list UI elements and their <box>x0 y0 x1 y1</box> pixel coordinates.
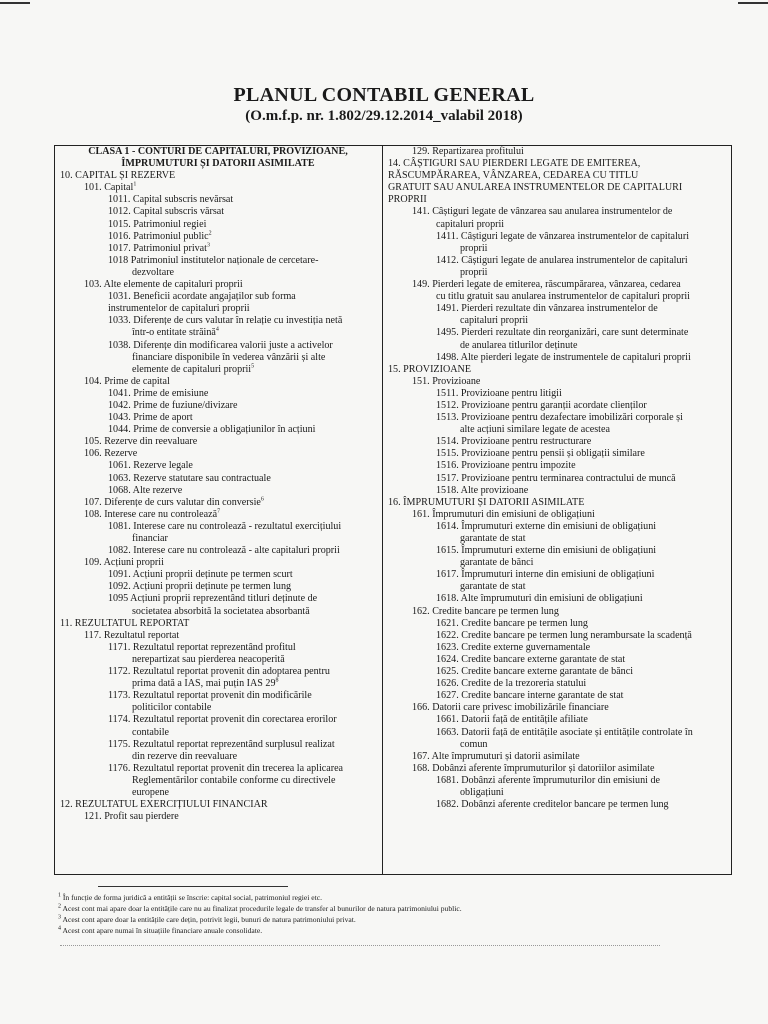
account-text: 1044. Prime de conversie a obligațiunilor în acțiuni <box>108 424 316 436</box>
left-account-line <box>58 412 378 424</box>
account-text: 1515. Provizioane pentru pensii și obligații similare <box>436 448 645 460</box>
account-text: 1015. Patrimoniul regiei <box>108 218 207 230</box>
left-account-line <box>58 158 378 170</box>
account-text: financiare disponibile în vederea vânzării și alte <box>132 351 326 363</box>
left-account-line <box>58 521 378 533</box>
account-text: 1173. Rezultatul reportat provenit din modificările <box>108 690 312 702</box>
left-account-line <box>58 630 378 642</box>
footnote-ref: 4 <box>215 327 219 334</box>
footnote <box>58 903 738 914</box>
account-text: nerepartizat sau pierderea neacoperită <box>132 653 285 665</box>
document-subtitle: (O.m.f.p. nr. 1.802/29.12.2014_valabil 2018) <box>245 108 523 124</box>
account-text: 1498. Alte pierderi legate de instrumentele de capitaluri proprii <box>436 351 691 363</box>
account-text: societatea absorbită la societatea absorbantă <box>132 605 310 617</box>
account-text: 12. REZULTATUL EXERCIȚIULUI FINANCIAR <box>60 799 268 811</box>
left-account-line <box>58 811 378 823</box>
account-text: prima dată a IAS, mai puțin IAS 29 <box>132 678 276 690</box>
left-account-line <box>58 460 378 472</box>
account-text: de anularea titlurilor deținute <box>460 339 578 351</box>
account-text: garantate de bănci <box>460 557 534 569</box>
account-text: financiar <box>132 533 168 544</box>
left-account-line <box>58 751 378 763</box>
right-account-line <box>386 291 728 303</box>
account-text: contabile <box>132 726 169 738</box>
account-text: 103. Alte elemente de capitaluri proprii <box>84 279 243 291</box>
account-text: 1082. Interese care nu controlează - alte capitaluri proprii <box>108 545 340 557</box>
account-text: 1663. Datorii față de entitățile asociate și entitățile controlate în <box>436 726 693 738</box>
account-text: 1626. Credite de la trezoreria statului <box>436 678 587 690</box>
account-text: 1517. Provizioane pentru terminarea contractului de muncă <box>436 472 676 484</box>
account-text: 1033. Diferențe de curs valutar în relație cu investiția netă <box>108 315 343 327</box>
left-account-line <box>58 654 378 666</box>
right-account-line <box>386 485 728 497</box>
account-text: 1038. Diferențe din modificarea valorii juste a activelor <box>108 339 333 351</box>
account-text: alte acțiuni similare legate de acestea <box>460 424 610 436</box>
left-account-line <box>58 581 378 593</box>
account-text: 1625. Credite bancare externe garantate de bănci <box>436 666 634 678</box>
right-account-line <box>386 727 728 739</box>
left-account-line <box>58 497 378 509</box>
right-account-line <box>386 751 728 763</box>
footnote-ref: 1 <box>133 181 137 188</box>
right-account-line <box>386 606 728 618</box>
left-account-line <box>58 702 378 714</box>
account-text: 117. Rezultatul reportat <box>84 629 180 641</box>
account-text: 168. Dobânzi aferente împrumuturilor și datoriilor asimilate <box>412 762 655 774</box>
account-text: 1068. Alte rezerve <box>108 484 183 496</box>
right-account-line <box>386 714 728 726</box>
account-text: 1031. Beneficii acordate angajaților sub forma <box>108 291 296 303</box>
account-text: 1614. Împrumuturi externe din emisiuni de obligațiuni <box>436 520 657 532</box>
right-account-line <box>386 678 728 690</box>
right-account-line <box>386 255 728 267</box>
account-text: 104. Prime de capital <box>84 375 170 387</box>
account-text: 1081. Interese care nu controlează - rezultatul exercițiului <box>108 520 342 532</box>
account-text: ÎMPRUMUTURI ȘI DATORII ASIMILATE <box>121 158 315 170</box>
footnotes <box>58 892 738 936</box>
left-account-line <box>58 219 378 231</box>
account-text: 167. Alte împrumuturi și datorii asimilate <box>412 750 580 762</box>
footnote-text: Acest cont apare doar la entitățile care dețin, potrivit legii, bunuri de natura patrimoniului privat. <box>62 915 356 924</box>
left-account-line <box>58 170 378 182</box>
left-account-line <box>58 267 378 279</box>
right-account-line <box>386 545 728 557</box>
right-account-line <box>386 473 728 485</box>
left-account-line <box>58 678 378 690</box>
account-text: 1175. Rezultatul reportat reprezentând surplusul realizat <box>108 738 335 750</box>
right-account-line <box>386 799 728 811</box>
account-text: PROPRII <box>388 194 427 206</box>
account-text: 1495. Pierderi rezultate din reorganizări, care sunt determinate <box>436 327 689 339</box>
account-text: obligațiuni <box>460 786 504 798</box>
account-text: 1095 Acțiuni proprii reprezentând titluri deținute de <box>108 593 318 605</box>
account-text: capitaluri proprii <box>436 218 505 230</box>
left-account-line <box>58 787 378 799</box>
right-account-line <box>386 182 728 194</box>
right-account-line <box>386 460 728 472</box>
account-text: 1512. Provizioane pentru garanții acordate clienților <box>436 399 647 411</box>
right-account-line <box>386 231 728 243</box>
account-text: 1017. Patrimoniul privat <box>108 242 207 254</box>
account-text: 108. Interese care nu controlează <box>84 508 218 520</box>
left-account-line <box>58 364 378 376</box>
account-text: 1172. Rezultatul reportat provenit din adoptarea pentru <box>108 666 330 678</box>
footnote <box>58 892 738 903</box>
left-account-line <box>58 400 378 412</box>
footnote-rule <box>98 886 288 887</box>
account-text: într-o entitate străină <box>132 327 216 339</box>
footnote <box>58 914 738 925</box>
right-account-line <box>386 388 728 400</box>
account-text: 1511. Provizioane pentru litigii <box>436 387 562 399</box>
account-text: dezvoltare <box>132 266 175 278</box>
footnote-number: 1 <box>58 892 61 899</box>
left-account-line <box>58 206 378 218</box>
right-account-line <box>386 303 728 315</box>
left-account-line <box>58 436 378 448</box>
scan-corner-mark-right <box>738 2 768 10</box>
left-account-line <box>58 327 378 339</box>
account-text: garantate de stat <box>460 533 526 544</box>
account-text: 10. CAPITAL ȘI REZERVE <box>60 170 176 182</box>
right-account-line <box>386 509 728 521</box>
right-account-line <box>386 327 728 339</box>
account-text: 1618. Alte împrumuturi din emisiuni de obligațiuni <box>436 593 643 605</box>
account-text: 162. Credite bancare pe termen lung <box>412 605 559 617</box>
right-account-line <box>386 146 728 158</box>
column-divider <box>382 145 383 875</box>
account-text: 14. CÂȘTIGURI SAU PIERDERI LEGATE DE EMITEREA, <box>388 158 641 170</box>
account-text: RĂSCUMPĂRAREA, VÂNZAREA, CEDAREA CU TITLU <box>388 170 639 182</box>
left-account-line <box>58 340 378 352</box>
left-account-line <box>58 714 378 726</box>
scan-bottom-line <box>60 945 660 946</box>
left-account-line <box>58 557 378 569</box>
right-account-line <box>386 521 728 533</box>
account-text: 1513. Provizioane pentru dezafectare imobilizări corporale și <box>436 412 683 424</box>
account-text: 1171. Rezultatul reportat reprezentând profitul <box>108 641 296 653</box>
scan-corner-mark-left <box>0 2 30 10</box>
right-account-line <box>386 267 728 279</box>
account-text: 1016. Patrimoniul public <box>108 230 209 242</box>
right-account-line <box>386 219 728 231</box>
account-text: garantate de stat <box>460 581 526 593</box>
left-account-line <box>58 690 378 702</box>
left-account-line <box>58 545 378 557</box>
account-text: 1174. Rezultatul reportat provenit din corectarea erorilor <box>108 714 337 726</box>
left-account-line <box>58 775 378 787</box>
account-text: din rezerve din reevaluare <box>132 750 238 762</box>
left-account-line <box>58 569 378 581</box>
footnote-ref: 6 <box>260 496 264 503</box>
account-text: 161. Împrumuturi din emisiuni de obligațiuni <box>412 508 595 520</box>
footnote-ref: 5 <box>251 363 255 370</box>
account-text: 1615. Împrumuturi externe din emisiuni de obligațiuni <box>436 545 657 557</box>
right-account-line <box>386 593 728 605</box>
right-account-line <box>386 739 728 751</box>
left-account-line <box>58 593 378 605</box>
right-account-line <box>386 654 728 666</box>
left-account-line <box>58 255 378 267</box>
right-account-line <box>386 763 728 775</box>
left-account-line <box>58 739 378 751</box>
account-text: 1412. Câștiguri legate de anularea instrumentelor de capitaluri <box>436 254 688 266</box>
footnote-ref: 3 <box>206 242 210 249</box>
document-title: PLANUL CONTABIL GENERAL <box>233 84 535 106</box>
account-text: 1042. Prime de fuziune/divizare <box>108 399 238 411</box>
footnote <box>58 925 738 936</box>
account-text: 1063. Rezerve statutare sau contractuale <box>108 472 271 484</box>
account-text: 106. Rezerve <box>84 448 138 460</box>
left-account-line <box>58 727 378 739</box>
right-account-line <box>386 340 728 352</box>
left-column <box>58 146 378 823</box>
left-account-line <box>58 509 378 521</box>
right-account-line <box>386 400 728 412</box>
left-account-line <box>58 448 378 460</box>
account-text: 1681. Dobânzi aferente împrumuturilor din emisiuni de <box>436 774 660 786</box>
left-account-line <box>58 376 378 388</box>
right-account-line <box>386 412 728 424</box>
footnote-text: Acest cont mai apare doar la entitățile care nu au finalizat procedurile legale de transfer al bunurilor de natura patrimoniului public. <box>62 904 462 913</box>
footnote-number: 4 <box>58 925 61 932</box>
account-text: 149. Pierderi legate de emiterea, răscumpărarea, vânzarea, cedarea <box>412 279 681 291</box>
right-account-line <box>386 279 728 291</box>
account-text: 1041. Prime de emisiune <box>108 387 209 399</box>
footnote-text: În funcție de forma juridică a entității se înscrie: capital social, patrimoniul regiei etc. <box>62 893 323 902</box>
right-account-line <box>386 436 728 448</box>
right-account-line <box>386 376 728 388</box>
account-text: 1617. Împrumuturi interne din emisiuni de obligațiuni <box>436 569 655 581</box>
right-account-line <box>386 702 728 714</box>
account-text: GRATUIT SAU ANULAREA INSTRUMENTELOR DE CAPITALURI <box>388 182 683 194</box>
account-text: Reglementărilor contabile conforme cu directivele <box>132 774 336 786</box>
account-text: 1092. Acțiuni proprii deținute pe termen lung <box>108 581 292 593</box>
left-account-line <box>58 231 378 243</box>
right-account-line <box>386 424 728 436</box>
account-text: 129. Repartizarea profitului <box>412 146 524 157</box>
left-account-line <box>58 303 378 315</box>
account-text: 1176. Rezultatul reportat provenit din trecerea la aplicarea <box>108 762 344 774</box>
right-account-line <box>386 666 728 678</box>
account-text: 16. ÎMPRUMUTURI ȘI DATORII ASIMILATE <box>388 496 585 508</box>
account-text: 121. Profit sau pierdere <box>84 811 179 823</box>
right-account-line <box>386 315 728 327</box>
account-text: 151. Provizioane <box>412 375 481 387</box>
right-account-line <box>386 497 728 509</box>
account-text: capitaluri proprii <box>460 315 529 327</box>
right-account-line <box>386 158 728 170</box>
account-text: politicilor contabile <box>132 702 212 714</box>
account-text: 1043. Prime de aport <box>108 412 193 424</box>
account-text: 105. Rezerve din reevaluare <box>84 436 198 448</box>
right-account-line <box>386 581 728 593</box>
account-text: 15. PROVIZIOANE <box>388 363 471 375</box>
left-account-line <box>58 763 378 775</box>
account-text: 11. REZULTATUL REPORTAT <box>60 617 190 629</box>
left-account-line <box>58 533 378 545</box>
account-text: 166. Datorii care privesc imobilizările financiare <box>412 702 609 714</box>
left-account-line <box>58 146 378 158</box>
left-account-line <box>58 618 378 630</box>
left-account-line <box>58 243 378 255</box>
right-account-line <box>386 557 728 569</box>
right-account-line <box>386 630 728 642</box>
account-text: 1491. Pierderi rezultate din vânzarea instrumentelor de <box>436 303 658 315</box>
right-account-line <box>386 775 728 787</box>
account-text: 141. Câștiguri legate de vânzarea sau anularea instrumentelor de <box>412 206 673 218</box>
account-text: 1623. Credite externe guvernamentale <box>436 641 591 653</box>
right-account-line <box>386 206 728 218</box>
left-account-line <box>58 279 378 291</box>
account-text: proprii <box>460 266 488 278</box>
account-text: comun <box>460 738 488 750</box>
footnote-number: 2 <box>58 903 61 910</box>
account-text: 1516. Provizioane pentru impozite <box>436 460 576 472</box>
account-text: elemente de capitaluri proprii <box>132 363 252 375</box>
footnote-ref: 2 <box>208 230 212 237</box>
right-account-line <box>386 618 728 630</box>
left-account-line <box>58 642 378 654</box>
footnote-number: 3 <box>58 914 61 921</box>
right-account-line <box>386 194 728 206</box>
right-account-line <box>386 243 728 255</box>
left-account-line <box>58 666 378 678</box>
right-account-line <box>386 690 728 702</box>
right-account-line <box>386 787 728 799</box>
left-account-line <box>58 388 378 400</box>
account-text: 109. Acțiuni proprii <box>84 557 164 569</box>
left-account-line <box>58 473 378 485</box>
right-account-line <box>386 533 728 545</box>
right-account-line <box>386 448 728 460</box>
left-account-line <box>58 291 378 303</box>
account-text: 1661. Datorii față de entitățile afiliate <box>436 714 588 726</box>
account-text: 1682. Dobânzi aferente creditelor bancare pe termen lung <box>436 799 669 811</box>
right-column <box>386 146 728 811</box>
account-text: 1018 Patrimoniul institutelor naționale de cercetare- <box>108 254 319 266</box>
account-text: cu titlu gratuit sau anularea instrumentelor de capitaluri proprii <box>436 291 690 303</box>
account-text: 1621. Credite bancare pe termen lung <box>436 617 588 629</box>
account-text: europene <box>132 786 169 798</box>
left-account-line <box>58 315 378 327</box>
account-text: 101. Capital <box>84 182 134 194</box>
right-account-line <box>386 569 728 581</box>
account-text: 1627. Credite bancare interne garantate de stat <box>436 690 624 702</box>
left-account-line <box>58 606 378 618</box>
account-text: 1061. Rezerve legale <box>108 460 193 472</box>
left-account-line <box>58 799 378 811</box>
left-account-line <box>58 424 378 436</box>
account-text: 1411. Câștiguri legate de vânzarea instrumentelor de capitaluri <box>436 230 689 242</box>
left-account-line <box>58 485 378 497</box>
right-account-line <box>386 170 728 182</box>
right-account-line <box>386 642 728 654</box>
right-account-line <box>386 364 728 376</box>
account-text: proprii <box>460 242 488 254</box>
account-text: 1514. Provizioane pentru restructurare <box>436 436 592 448</box>
account-text: 1011. Capital subscris nevărsat <box>108 194 234 206</box>
account-text: 1012. Capital subscris vărsat <box>108 206 225 218</box>
left-account-line <box>58 352 378 364</box>
left-account-line <box>58 182 378 194</box>
account-text: 107. Diferențe de curs valutar din conversie <box>84 496 261 508</box>
account-text: 1622. Credite bancare pe termen lung nerambursate la scadență <box>436 629 692 641</box>
footnote-ref: 7 <box>217 508 221 515</box>
right-account-line <box>386 352 728 364</box>
footnote-text: Acest cont apare numai în situațiile financiare anuale consolidate. <box>62 926 263 935</box>
account-text: CLASA 1 - CONTURI DE CAPITALURI, PROVIZIOANE, <box>88 146 348 157</box>
account-text: 1091. Acțiuni proprii deținute pe termen scurt <box>108 569 293 581</box>
account-text: 1518. Alte provizioane <box>436 484 529 496</box>
account-text: instrumentelor de capitaluri proprii <box>108 303 250 315</box>
left-account-line <box>58 194 378 206</box>
footnote-ref: 8 <box>275 677 279 684</box>
account-text: 1624. Credite bancare externe garantate de stat <box>436 653 626 665</box>
